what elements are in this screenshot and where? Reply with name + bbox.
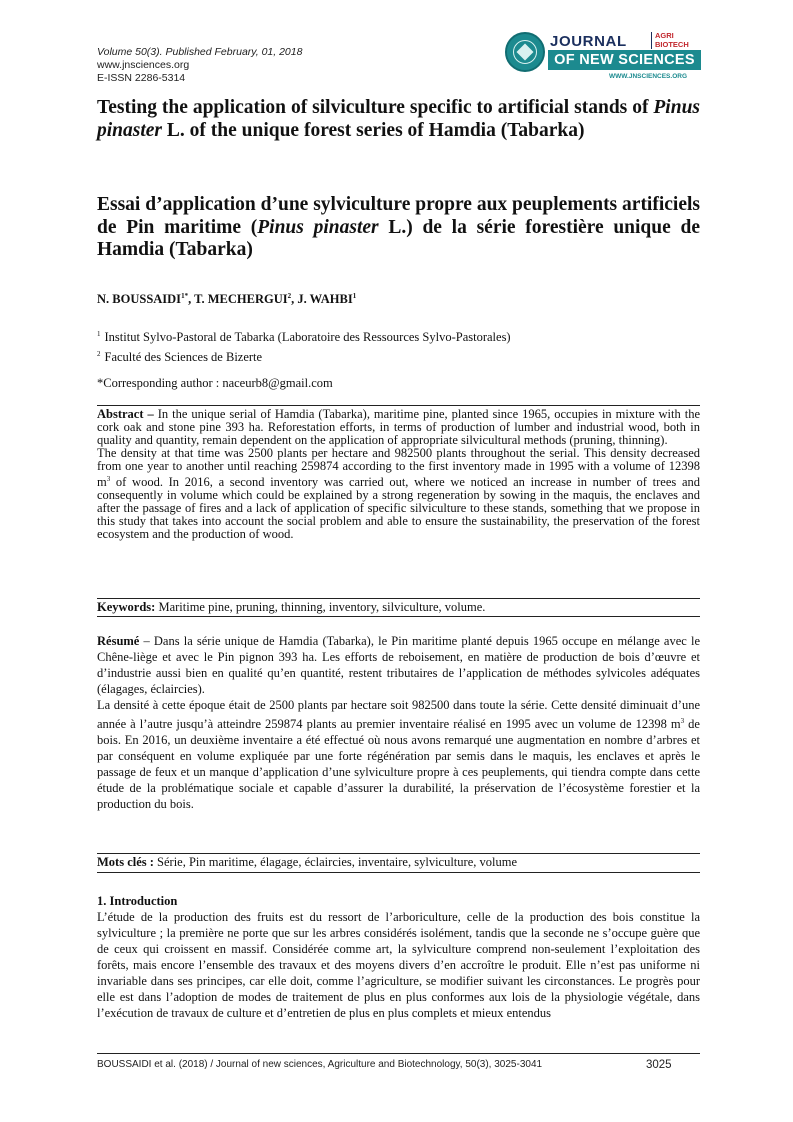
abstract-text: The density at that time was 2500 plants per hectare and 982500 plants throughout the serial. This density decreased from one year to another until reaching 259874 according to the first inventory made in 1995 with a volume of 12398 m <box>97 446 700 490</box>
superscript: 3 <box>106 475 111 483</box>
title-fr-part1: Essai d’application d’une sylviculture propre aux peuplements artificiels de Pin maritime ( <box>97 194 700 238</box>
author-sep: , <box>291 292 298 307</box>
abstract-para-2 <box>97 447 700 541</box>
author-sup: 1 <box>352 292 357 300</box>
footer-citation: BOUSSAIDI et al. (2018) / Journal of new sciences, Agriculture and Biotechnology, 50(3), 3025-3041 <box>97 1059 543 1070</box>
keywords-label: Keywords: <box>97 600 156 614</box>
journal-emblem-icon <box>505 32 545 72</box>
corresponding-author: *Corresponding author : naceurb8@gmail.com <box>97 376 333 390</box>
title-fr-part2: L.) de la série forestière unique de Hamdia (Tabarka) <box>97 216 701 260</box>
affiliation-number: 1 <box>97 330 101 338</box>
page-footer <box>97 1059 700 1070</box>
page-number: 3025 <box>646 1059 672 1071</box>
resume-para-2 <box>97 697 700 812</box>
title-english <box>97 97 700 142</box>
affiliations <box>97 326 511 366</box>
divider <box>97 853 700 854</box>
abstract-text: of wood. In 2016, a second inventory was carried out, where we noticed an increase in number of trees and consequently in volume which could be explained by a strong regeneration by sowing in the maquis, the enclaves and after the passage of fires and a lack of application of specific silviculture to these stands, something that we propose in this study that takes into account the social problem and able to ensure the sustainability, the preservation of the forest ecosystem and the production of wood. <box>97 475 700 542</box>
title-french <box>97 194 700 262</box>
divider <box>97 598 700 599</box>
introduction-text: L’étude de la production des fruits est du ressort de l’arboriculture, celle de la production des bois constitue la sylviculture ; la première ne porte que sur les arbres considérés isolément, tandis que la seconde ne s’occupe guère que de ceux qui croissent en massif. Considérée comme art, la sylviculture comprend non-seulement l’exploitation des forêts, mais encore l’ensemble des travaux et des moyens divers d’en accroître le produit. Elle n’est pas uniforme ni invariable dans ses principes, car elle doit, comme l’agriculture, se modifier suivant les circonstances. Le progrès pour elle est dans l’adoption de modes de traitement de plus en plus conformes aux lois de la physiologie végétale, dans l’exécution de travaux de culture et d’entretien de plus en plus complets et mieux entendus <box>97 910 700 1020</box>
divider <box>97 616 700 617</box>
abstract-label: Abstract – <box>97 407 154 421</box>
footer-divider <box>97 1053 700 1054</box>
mots-cles-section <box>97 856 700 869</box>
introduction-section <box>97 893 700 1021</box>
author-sep: , <box>188 292 195 307</box>
logo-of-new-sciences: OF NEW SCIENCES <box>548 50 701 70</box>
author-sup: 2 <box>287 292 292 300</box>
abstract-section <box>97 408 700 541</box>
website-line: www.jnsciences.org <box>97 59 190 71</box>
logo-url: WWW.JNSCIENCES.ORG <box>609 73 688 80</box>
author-name: N. BOUSSAIDI <box>97 292 182 307</box>
title-fr-species: Pinus pinaster <box>257 216 379 238</box>
logo-journal-text: JOURNAL <box>550 33 627 50</box>
mots-cles-label: Mots clés : <box>97 855 154 869</box>
volume-line: Volume 50(3). Published February, 01, 2018 <box>97 46 303 58</box>
abstract-para-1 <box>97 408 700 447</box>
logo-biotech-text: BIOTECH <box>655 39 689 49</box>
issn-line: E-ISSN 2286-5314 <box>97 72 186 84</box>
author-list <box>97 292 356 307</box>
title-en-part2: L. of the unique forest series of Hamdia (Tabarka) <box>162 119 585 141</box>
resume-section <box>97 633 700 812</box>
divider <box>97 405 700 406</box>
logo-agri-biotech <box>651 32 689 49</box>
keywords-text: Maritime pine, pruning, thinning, inventory, silviculture, volume. <box>155 600 486 614</box>
affiliation-text: Faculté des Sciences de Bizerte <box>104 350 263 365</box>
superscript: 3 <box>680 717 685 725</box>
resume-text: La densité à cette époque était de 2500 plants par hectare soit 982500 dans toute la série. Cette densité diminuait d’une année à l’autre jusqu’à atteindre 259874 plants au premier inventaire réalisé en 1995 avec un volume de 12398 m <box>97 698 700 732</box>
keywords-section <box>97 601 700 614</box>
resume-label: Résumé <box>97 634 140 648</box>
title-en-part1: Testing the application of silviculture specific to artificial stands of <box>97 97 654 118</box>
resume-text: – Dans la série unique de Hamdia (Tabarka), le Pin maritime planté depuis 1965 occupe en mélange avec le Chêne-liège et avec le Pin pignon 393 ha. Les efforts de reboisement, en matière de production de bois d’œuvre et d’industrie aussi bien en qualité qu’en quantité, restent tributaires de l’application de méthodes sylvicoles adéquates (élagages, éclaircies). <box>97 634 700 696</box>
affiliation-text: Institut Sylvo-Pastoral de Tabarka (Laboratoire des Ressources Sylvo-Pastorales) <box>104 330 511 345</box>
affiliation-item <box>97 326 511 346</box>
author-sup: 1* <box>181 292 189 300</box>
title-en-species: Pinus pinaster <box>97 97 700 141</box>
author-name: J. WAHBI <box>297 292 353 307</box>
section-heading: 1. Introduction <box>97 894 178 908</box>
logo-agri-text: AGRI <box>655 31 674 40</box>
resume-text: de bois. En 2016, un deuxième inventaire a été effectué où nous avons remarqué une augmentation en nombre d’arbres et par conséquent en volume expliquée par une forte régénération par semis dans le maquis, les enclaves et après le passage de feux et un manque d’application d’une sylviculture propre à ces peuplements, qui tiendra compte dans cette étude de la problématique sociale et capable d’assurer la durabilité, la préservation de l’écosystème forestier et la production du bois. <box>97 717 700 812</box>
divider <box>97 872 700 873</box>
affiliation-item <box>97 346 511 366</box>
journal-logo <box>505 30 705 88</box>
author-name: T. MECHERGUI <box>194 292 288 307</box>
journal-header-meta <box>97 46 302 85</box>
affiliation-number: 2 <box>97 350 101 359</box>
abstract-text: In the unique serial of Hamdia (Tabarka), maritime pine, planted since 1965, occupies in mixture with the cork oak and stone pine 393 ha. Reforestation efforts, in terms of production of lumber and industrial wood, both in quality and quantity, remain dependent on the application of appropriate silvicultural methods (pruning, thinning). <box>97 407 701 447</box>
resume-para-1 <box>97 633 700 697</box>
mots-cles-text: Série, Pin maritime, élagage, éclaircies, inventaire, sylviculture, volume <box>153 855 517 869</box>
